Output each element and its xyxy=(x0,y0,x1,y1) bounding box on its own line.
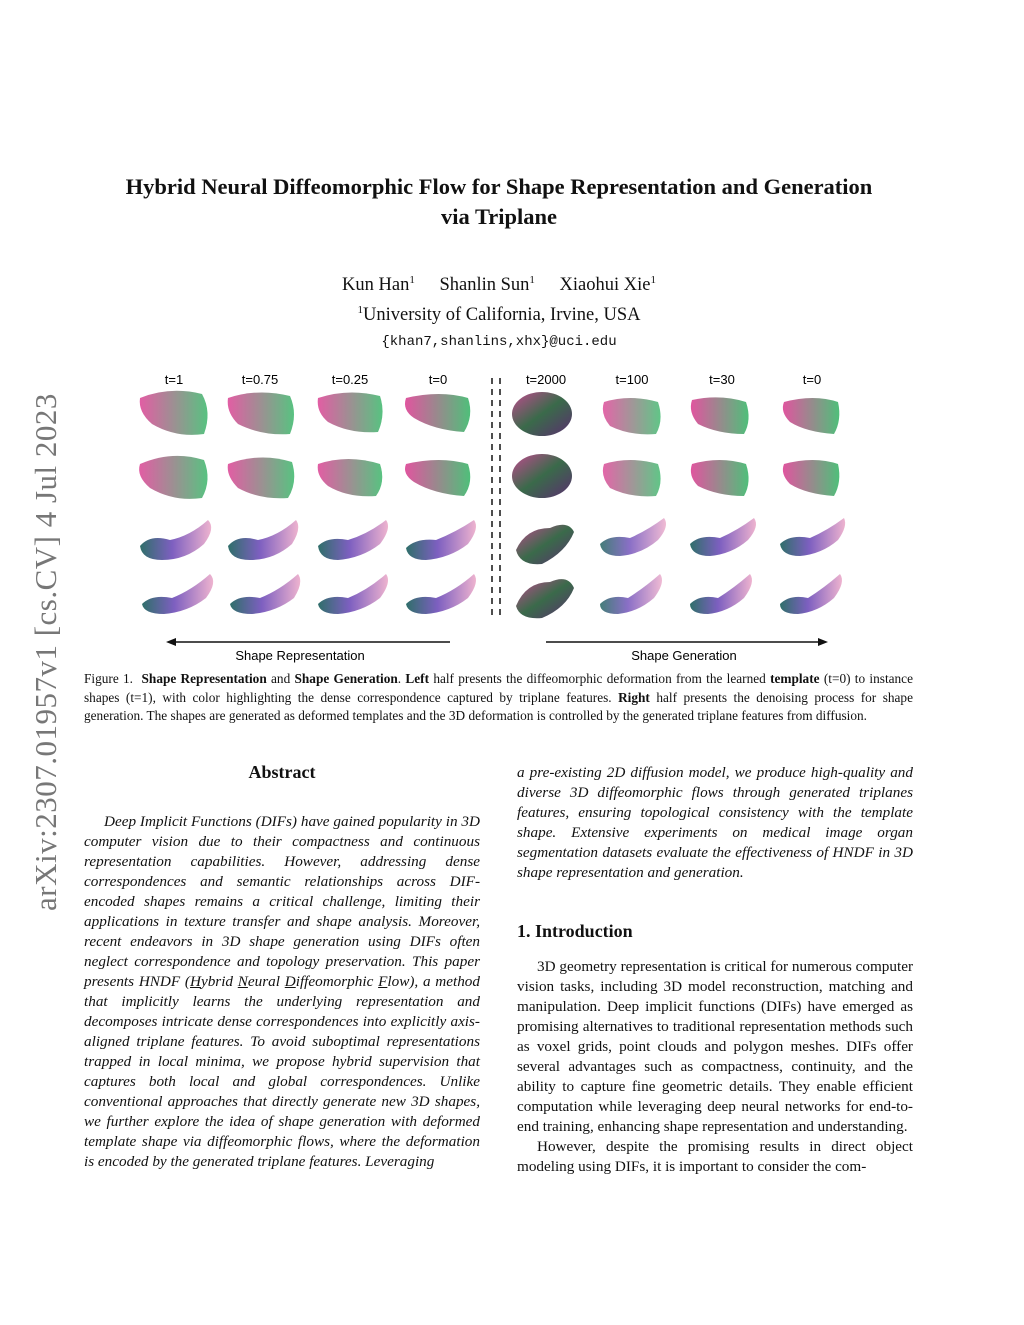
generated-shape-row2-t2000 xyxy=(512,454,572,498)
acronym-iffeomorphic: iffeomorphic xyxy=(295,973,379,990)
time-label-left-1: t=1 xyxy=(164,372,184,387)
author-block xyxy=(84,268,914,355)
acronym-low: low xyxy=(387,973,410,990)
liver-shape-row2-t0 xyxy=(405,460,470,496)
generated-pancreas-row3-t2000 xyxy=(516,525,574,564)
liver-shape-row1-t1 xyxy=(140,391,208,435)
time-label-right-3: t=30 xyxy=(709,372,735,387)
time-label-left-2: t=0.75 xyxy=(241,372,279,387)
introduction-paragraph-1: 3D geometry representation is critical for numerous computer vision tasks, including 3D model reconstruction, matching and manipulation. Deep implicit functions (DIFs) have emerged as promising alternatives to traditional representation methods such as voxel grids, point clouds and polygon meshes. DIFs offer several advantages such as compactness, continuity, and the ability to capture fine geometric details. They enable efficient computation while leveraging deep neural networks for end-to-end training, enhancing shape representation and understanding. xyxy=(517,958,913,1135)
arrow-shape-representation xyxy=(166,638,450,646)
author-3: Xiaohui Xie$^1$ xyxy=(559,274,656,296)
title-line-1: Hybrid Neural Diffeomorphic Flow for Shape Representation and Generation xyxy=(125,174,873,199)
arxiv-side-stamp: arXiv:2307.01957v1 [cs.CV] 4 Jul 2023 xyxy=(28,393,63,911)
affiliation: $^1$University of California, Irvine, USA xyxy=(357,304,641,326)
pancreas-shape-row3-t0 xyxy=(406,520,476,560)
liver-shape-row1-t075 xyxy=(228,392,294,434)
pancreas-shape-row4-t0 xyxy=(406,574,476,614)
pancreas-shape-row3-t075 xyxy=(228,520,298,560)
label-shape-representation: Shape Representation xyxy=(235,648,365,663)
generated-pancreas-row4-t30 xyxy=(690,574,752,614)
time-label-right-2: t=100 xyxy=(615,372,649,387)
author-emails: {khan7,shanlins,xhx}@uci.edu xyxy=(381,334,617,351)
caption-bold-3: Left xyxy=(405,671,430,686)
generated-pancreas-row4-t2000 xyxy=(516,579,574,618)
generated-pancreas-row3-t30 xyxy=(690,518,756,556)
arrow-shape-generation xyxy=(546,638,828,646)
author-1: Kun Han$^1$ xyxy=(342,274,415,296)
liver-shape-row2-t075 xyxy=(228,457,295,498)
generated-pancreas-row3-t0 xyxy=(780,518,845,556)
time-label-right-4: t=0 xyxy=(802,372,822,387)
figure-1 xyxy=(130,368,850,668)
acronym-eural: eural xyxy=(247,973,280,990)
caption-text-1: half presents the diffeomorphic deformation from the learned xyxy=(433,671,766,686)
right-column xyxy=(517,763,913,1177)
acronym-f: F xyxy=(378,973,388,990)
introduction-paragraph-2: However, despite the promising results in direct object modeling using DIFs, it is important to consider the com- xyxy=(517,1138,913,1175)
acronym-n: N xyxy=(237,973,248,990)
pancreas-shape-row4-t1 xyxy=(142,574,213,614)
caption-bold-2: Shape Generation xyxy=(294,671,398,686)
caption-text-3: half presents the denoising process for shape generation. The shapes are generated as deformed templates and the 3D deformation is controlled by the generated triplane features from diffusion. xyxy=(84,689,913,723)
generated-shape-row1-t100 xyxy=(603,398,661,434)
introduction-heading: 1. Introduction xyxy=(517,921,633,941)
pancreas-shape-row4-t025 xyxy=(318,574,388,614)
generated-shape-row2-t100 xyxy=(603,460,661,496)
pancreas-shape-row3-t1 xyxy=(140,520,211,560)
label-shape-generation: Shape Generation xyxy=(631,648,737,663)
caption-dot: . xyxy=(397,671,402,686)
generated-pancreas-row4-t100 xyxy=(600,574,662,614)
abstract-text-a: Deep Implicit Functions (DIFs) have gained popularity in 3D computer vision due to their compactness and continuous representation capabilities. However, addressing dense correspondences and semantic relationships across DIF-encoded shapes remains a critical challenge, limiting their applications in texture transfer and shape analysis. Moreover, recent endeavors in 3D shape generation using DIFs often neglect correspondence and topology preservation. This paper presents HNDF ( xyxy=(84,813,480,990)
title-line-2: via Triplane xyxy=(440,204,558,229)
generated-shape-row2-t30 xyxy=(691,460,749,496)
time-label-right-1: t=2000 xyxy=(525,372,567,387)
figure-1-caption xyxy=(84,670,913,726)
pancreas-shape-row4-t075 xyxy=(230,574,300,614)
generated-shape-row1-t0 xyxy=(783,398,839,434)
generated-shape-row1-t30 xyxy=(691,397,749,434)
acronym-ybrid: ybrid xyxy=(200,973,238,990)
caption-figure-number: Figure 1. xyxy=(84,671,133,686)
caption-bold-1: Shape Representation xyxy=(141,671,267,686)
generated-pancreas-row4-t0 xyxy=(780,574,842,614)
abstract-paragraph xyxy=(84,812,480,1172)
caption-and: and xyxy=(271,671,291,686)
caption-text-2: (t=0) to instance shapes (t=1), with color highlighting the dense correspondence captured by triplane features. xyxy=(84,671,913,705)
liver-shape-row2-t1 xyxy=(139,456,207,499)
liver-shape-row1-t0 xyxy=(405,394,470,432)
abstract-continuation: a pre-existing 2D diffusion model, we produce high-quality and diverse 3D diffeomorphic flows through generated triplanes features, ensuring topological consistency with the template shape. Extensive experiments on medical image organ segmentation datasets evaluate the effectiveness of HNDF in 3D shape representation and generation. xyxy=(517,764,913,881)
paper-title xyxy=(84,172,914,232)
author-list xyxy=(84,268,914,298)
acronym-d: D xyxy=(284,973,296,990)
abstract-heading: Abstract xyxy=(248,762,316,782)
generated-shape-row2-t0 xyxy=(783,460,839,496)
author-2: Shanlin Sun$^1$ xyxy=(439,274,535,296)
left-column xyxy=(84,760,480,1172)
time-label-left-3: t=0.25 xyxy=(331,372,369,387)
figure-1-graphic xyxy=(130,368,850,668)
acronym-h: H xyxy=(189,973,201,990)
caption-bold-4: template xyxy=(770,671,820,686)
liver-shape-row1-t025 xyxy=(318,392,383,432)
liver-shape-row2-t025 xyxy=(318,459,383,496)
pancreas-shape-row3-t025 xyxy=(318,520,388,560)
time-label-left-4: t=0 xyxy=(428,372,448,387)
caption-bold-5: Right xyxy=(618,689,650,705)
generated-pancreas-row3-t100 xyxy=(600,518,666,556)
abstract-text-b: ), a method that implicitly learns the underlying representation and decomposes intricate dense correspondences into explicitly axis-aligned triplane features. To avoid suboptimal representations trapped in local minima, we propose hybrid supervision that captures both local and global correspondences. Unlike conventional approaches that directly generate new 3D shapes, we further explore the idea of shape generation with deformed template shape via diffeomorphic flows, where the deformation is encoded by the generated triplane features. Leveraging xyxy=(84,973,480,1170)
generated-shape-row1-t2000 xyxy=(512,392,572,436)
